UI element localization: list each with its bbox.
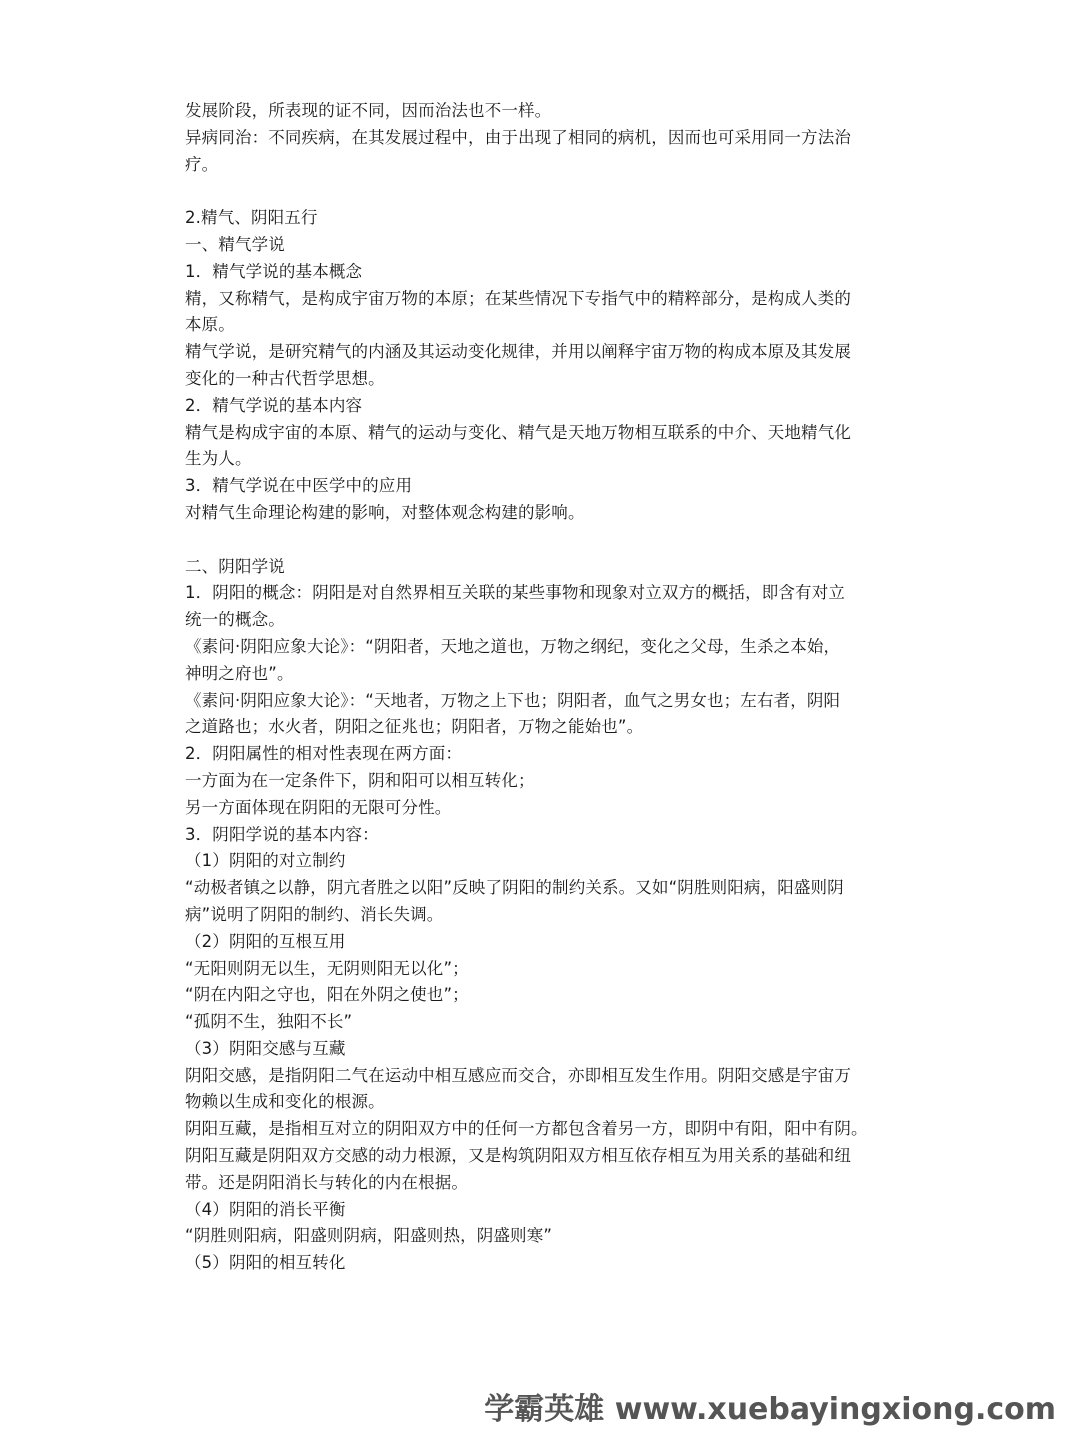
text-line: 物赖以生成和变化的根源。 — [185, 1092, 385, 1112]
text-line: 1．精气学说的基本概念 — [185, 261, 363, 281]
text-line: 3．阴阳学说的基本内容： — [185, 824, 379, 844]
text-line: 一方面为在一定条件下，阴和阳可以相互转化； — [185, 770, 535, 790]
text-line: 阴阳互藏，是指相互对立的阴阳双方中的任何一方都包含着另一方，即阴中有阳，阳中有阴。 — [185, 1119, 868, 1139]
text-line: 之道路也；水火者，阴阳之征兆也；阴阳者，万物之能始也”。 — [185, 717, 644, 737]
text-line: 神明之府也”。 — [185, 663, 294, 683]
text-line: 《素问·阴阳应象大论》：“天地者，万物之上下也；阴阳者，血气之男女也；左右者，阴阳 — [185, 690, 841, 710]
blank-line — [185, 527, 900, 554]
text-line: 一、精气学说 — [185, 234, 285, 254]
text-line: 2．精气学说的基本内容 — [185, 395, 363, 415]
text-line: 本原。 — [185, 315, 235, 335]
text-line: 病”说明了阴阳的制约、消长失调。 — [185, 904, 444, 924]
text-line: 《素问·阴阳应象大论》：“阴阳者，天地之道也，万物之纲纪，变化之父母，生杀之本始， — [185, 636, 841, 656]
text-line: 3．精气学说在中医学中的应用 — [185, 476, 413, 496]
text-line: 异病同治：不同疾病，在其发展过程中，由于出现了相同的病机，因而也可采用同一方法治 — [185, 127, 851, 147]
text-line: （1）阴阳的对立制约 — [185, 851, 346, 871]
text-line: 统一的概念。 — [185, 610, 285, 630]
text-line: （5）阴阳的相互转化 — [185, 1253, 346, 1273]
text-line: （2）阴阳的互根互用 — [185, 931, 346, 951]
text-line: “动极者镇之以静，阴亢者胜之以阳”反映了阴阳的制约关系。又如“阴胜则阳病，阳盛则阴 — [185, 878, 844, 898]
text-line: 精气学说，是研究精气的内涵及其运动变化规律，并用以阐释宇宙万物的构成本原及其发展 — [185, 342, 851, 362]
text-line: 变化的一种古代哲学思想。 — [185, 368, 385, 388]
text-line: 精气是构成宇宙的本原、精气的运动与变化、精气是天地万物相互联系的中介、天地精气化 — [185, 422, 851, 442]
text-line: “无阳则阴无以生，无阴则阳无以化”； — [185, 958, 469, 978]
text-line: 对精气生命理论构建的影响，对整体观念构建的影响。 — [185, 502, 585, 522]
text-line: 精，又称精气，是构成宇宙万物的本原；在某些情况下专指气中的精粹部分，是构成人类的 — [185, 288, 851, 308]
text-line: 带。还是阴阳消长与转化的内在根据。 — [185, 1172, 469, 1192]
text-line: （4）阴阳的消长平衡 — [185, 1199, 346, 1219]
text-line: 2.精气、阴阳五行 — [185, 208, 318, 228]
text-line: 另一方面体现在阴阳的无限可分性。 — [185, 797, 452, 817]
text-line: 阴阳互藏是阴阳双方交感的动力根源，又是构筑阴阳双方相互依存相互为用关系的基础和纽 — [185, 1146, 851, 1166]
text-line: （3）阴阳交感与互藏 — [185, 1038, 346, 1058]
watermark: 学霸英雄 www.xuebayingxiong.com — [484, 1392, 1056, 1427]
text-line: 阴阳交感，是指阴阳二气在运动中相互感应而交合，亦即相互发生作用。阴阳交感是宇宙万 — [185, 1065, 851, 1085]
text-line: 发展阶段，所表现的证不同，因而治法也不一样。 — [185, 101, 552, 120]
text-line: 2．阴阳属性的相对性表现在两方面： — [185, 744, 463, 764]
text-line: 生为人。 — [185, 449, 252, 469]
text-line: 疗。 — [185, 154, 219, 174]
blank-line — [185, 178, 900, 205]
text-line: “孤阴不生，独阳不长” — [185, 1012, 353, 1032]
text-line: 二、阴阳学说 — [185, 556, 285, 576]
document-body — [185, 98, 900, 1277]
text-line: 1．阴阳的概念：阴阳是对自然界相互关联的某些事物和现象对立双方的概括，即含有对立 — [185, 583, 845, 603]
text-line: “阴在内阳之守也，阳在外阴之使也”； — [185, 985, 469, 1005]
text-line: “阴胜则阳病，阳盛则阴病，阳盛则热，阴盛则寒” — [185, 1226, 553, 1246]
